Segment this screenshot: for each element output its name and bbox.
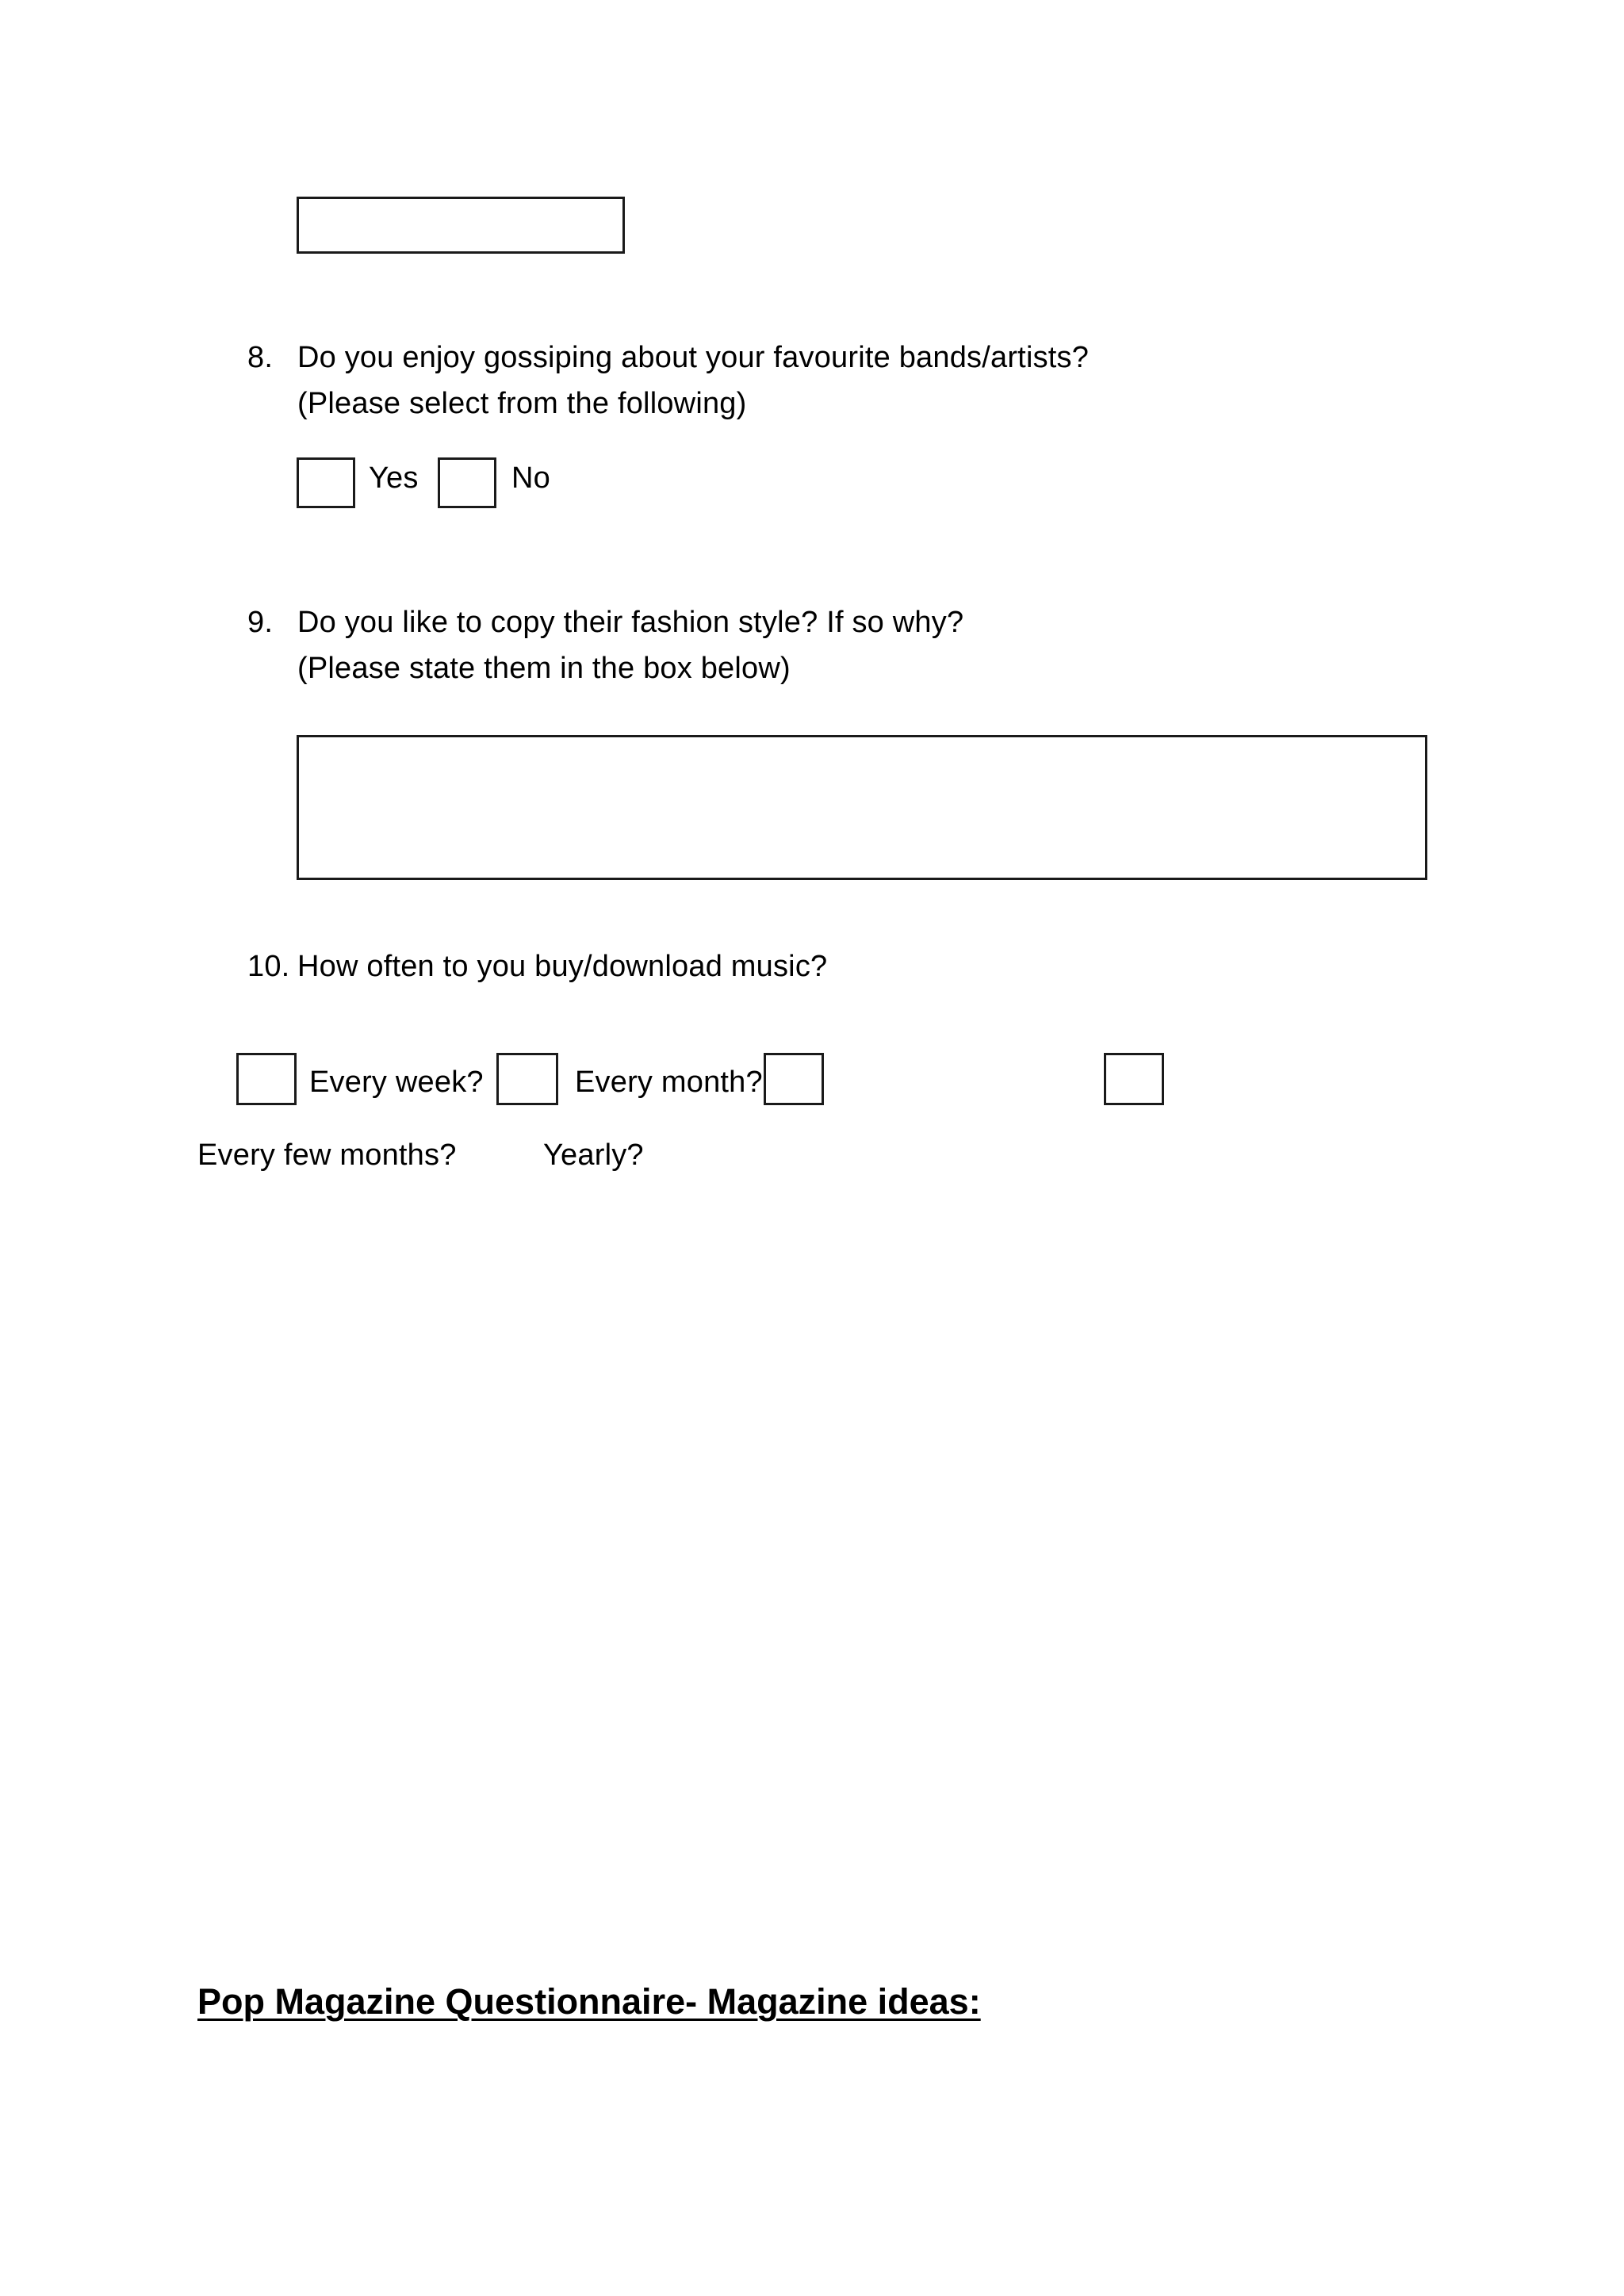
q10-every-month-label: Every month? — [575, 1066, 763, 1099]
q8-number: 8. — [247, 341, 274, 374]
q9-answer-box[interactable] — [297, 735, 1427, 880]
q9-question: Do you like to copy their fashion style? If so why? — [297, 606, 964, 639]
q8-instruction: (Please select from the following) — [297, 387, 747, 420]
q9-instruction: (Please state them in the box below) — [297, 652, 791, 685]
q8-no-checkbox[interactable] — [438, 457, 496, 508]
q10-question: How often to you buy/download music? — [297, 950, 828, 983]
q8-no-label: No — [511, 461, 550, 495]
q10-every-few-months-label: Every few months? — [197, 1138, 457, 1172]
section-heading: Pop Magazine Questionnaire- Magazine ideas: — [197, 1981, 981, 2022]
q8-yes-checkbox[interactable] — [297, 457, 355, 508]
q8-yes-label: Yes — [369, 461, 419, 495]
q10-number: 10. — [247, 950, 290, 983]
previous-answer-box[interactable] — [297, 197, 625, 254]
q10-every-week-label: Every week? — [309, 1066, 484, 1099]
q10-every-week-checkbox[interactable] — [236, 1053, 297, 1105]
q10-every-few-months-checkbox[interactable] — [764, 1053, 824, 1105]
q10-yearly-label: Yearly? — [543, 1138, 644, 1172]
q10-yearly-checkbox[interactable] — [1104, 1053, 1164, 1105]
q10-every-month-checkbox[interactable] — [496, 1053, 558, 1105]
q9-number: 9. — [247, 606, 274, 639]
q8-question: Do you enjoy gossiping about your favourite bands/artists? — [297, 341, 1090, 374]
